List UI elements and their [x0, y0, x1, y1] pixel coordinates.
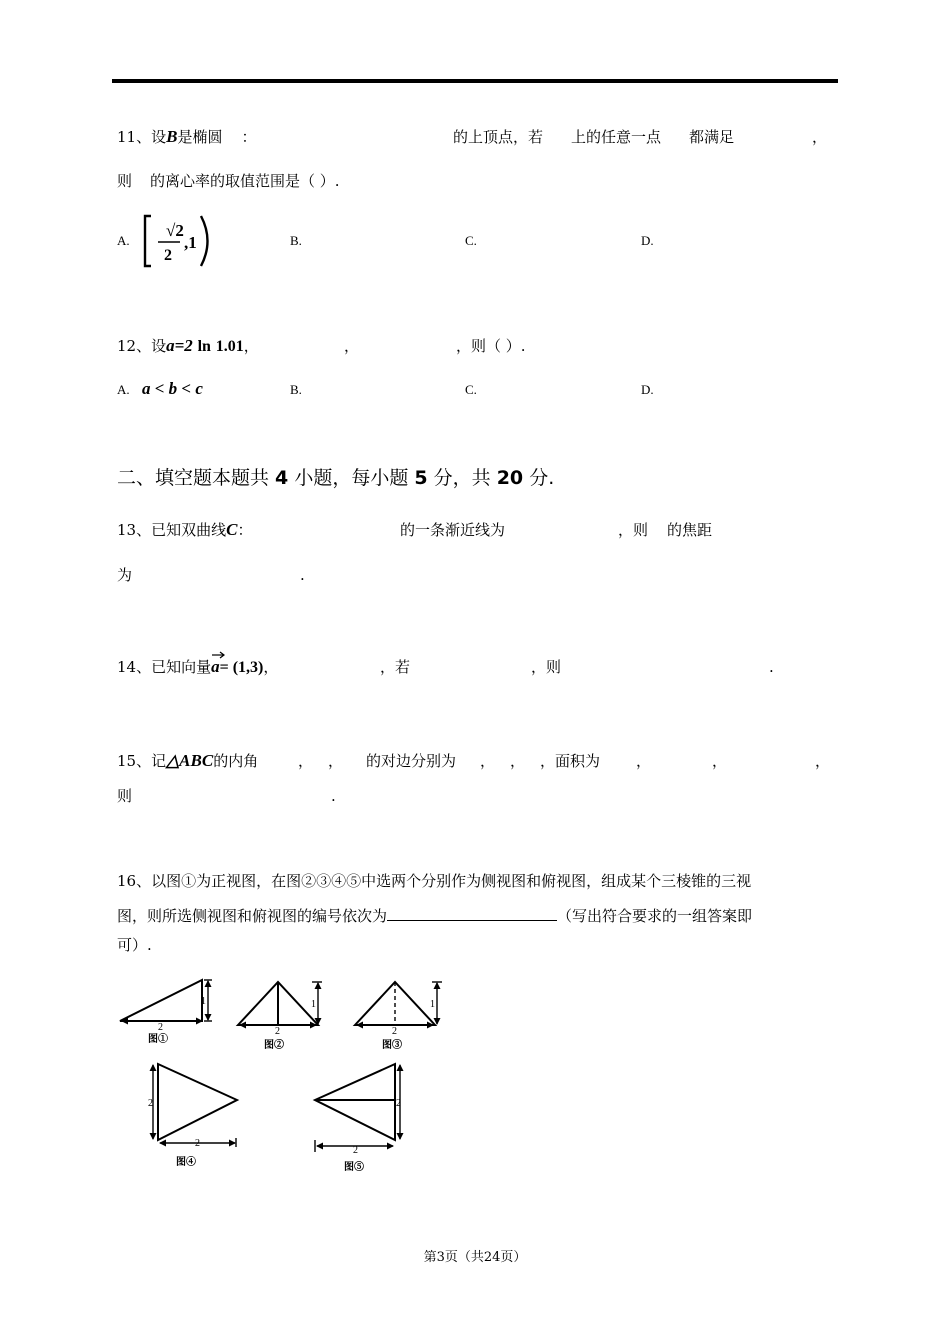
q11-option-a-label: A. [117, 233, 130, 248]
figure-5-height-label: 2 [396, 1098, 401, 1109]
q11-line1-c: 上的任意一点 [571, 128, 662, 146]
q12-comma2: ， [344, 337, 360, 355]
figure-1-width-label: 2 [158, 1022, 163, 1033]
vector-arrow-icon [211, 651, 225, 659]
q13-line1-c: ，则 [618, 521, 649, 539]
q11-option-b-label: B. [290, 233, 302, 248]
figure-4-height-label: 2 [148, 1098, 153, 1109]
figure-5-triangle [315, 1064, 395, 1140]
figure-3-triangle [355, 982, 435, 1025]
q11-option-a-den: 2 [164, 247, 172, 264]
q12-option-a-label: A. [117, 382, 130, 397]
q15-c8: ， [815, 752, 831, 770]
q14-vector-a: a [211, 657, 220, 676]
q11-line1-b: 的上顶点，若 [453, 128, 544, 146]
q11-line2-prefix: 则 [117, 172, 133, 190]
q16-answer-blank[interactable] [387, 904, 557, 921]
q15-c4: ， [510, 752, 526, 770]
q15-c1: ， [298, 752, 314, 770]
figure-2-height-label: 1 [311, 999, 316, 1010]
q13-line2-end: . [300, 566, 305, 584]
q15-line2-prefix: 则 [117, 787, 133, 805]
figure-5-caption: 图⑤ [344, 1162, 364, 1173]
left-bracket-icon [145, 216, 151, 266]
q16-figures [110, 970, 470, 1180]
q15-c7: ， [712, 752, 728, 770]
q11-option-c-label: C. [465, 233, 477, 248]
q15-c6: ， [636, 752, 652, 770]
q13-line1-a: 13、已知双曲线C： [117, 520, 253, 539]
figure-4-caption: 图④ [176, 1157, 196, 1168]
q12-option-d-label: D. [641, 382, 654, 397]
q13-line1-b: 的一条渐近线为 [400, 521, 506, 539]
figure-2-caption: 图② [264, 1040, 284, 1051]
q12-line1: 12、设a=2 ln 1.01， [117, 336, 259, 355]
q13-line2-prefix: 为 [117, 566, 133, 584]
figure-3-caption: 图③ [382, 1040, 402, 1051]
q11-option-d-label: D. [641, 233, 654, 248]
q14-line1-a: 14、已知向量a = (1,3)， [117, 657, 278, 678]
q15-line1-a: 15、记△ABC的内角 [117, 751, 259, 770]
figure-2-triangle [238, 982, 318, 1025]
right-paren-icon [201, 216, 208, 266]
q15-c3: ， [480, 752, 496, 770]
q14-ze: ，则 [531, 658, 562, 676]
q16-line2: 图，则所选侧视图和俯视图的编号依次为 （写出符合要求的一组答案即 [117, 904, 752, 926]
figure-1-height-label: 1 [201, 996, 206, 1007]
q11-option-a-expr [140, 212, 216, 270]
q11-line1-a: 11、设B是椭圆 ： [117, 127, 257, 146]
q11-line2: 的离心率的取值范围是（ ）. [150, 172, 340, 190]
q15-c5: ，面积为 [540, 752, 601, 770]
q16-line1: 16、以图①为正视图，在图②③④⑤中选两个分别作为侧视图和俯视图，组成某个三棱锥的三视 [117, 872, 752, 890]
q14-ruo: ，若 [380, 658, 411, 676]
figure-5-width-label: 2 [353, 1145, 358, 1156]
figure-2-width-label: 2 [275, 1026, 280, 1037]
q12-tail: ，则（ ）. [456, 337, 526, 355]
q14-end: . [769, 658, 774, 676]
figure-1-caption: 图① [148, 1034, 168, 1045]
q12-option-a-expr: a < b < c [142, 379, 203, 398]
q15-c2: ， [328, 752, 344, 770]
q11-option-a-tail: ,1 [184, 233, 197, 252]
q12-option-c-label: C. [465, 382, 477, 397]
header-rule [112, 79, 838, 83]
q11-line1-comma: ， [812, 128, 828, 146]
q15-line2-end: . [331, 787, 336, 805]
q11-option-a-num: √2 [166, 221, 184, 240]
figure-3-width-label: 2 [392, 1026, 397, 1037]
figure-4-width-label: 2 [195, 1138, 200, 1149]
page-footer: 第3页（共24页） [423, 1250, 527, 1265]
q16-line3: 可）. [117, 936, 152, 954]
q15-mid2: 的对边分别为 [366, 752, 457, 770]
figure-3-height-label: 1 [430, 999, 435, 1010]
section2-heading: 二、填空题本题共 4 小题，每小题 5 分，共 20 分. [117, 467, 555, 489]
figure-1-triangle [120, 980, 202, 1021]
q12-option-b-label: B. [290, 382, 302, 397]
q13-line1-d: 的焦距 [667, 521, 713, 539]
q11-line1-d: 都满足 [689, 128, 735, 146]
figure-4-triangle [158, 1064, 237, 1140]
